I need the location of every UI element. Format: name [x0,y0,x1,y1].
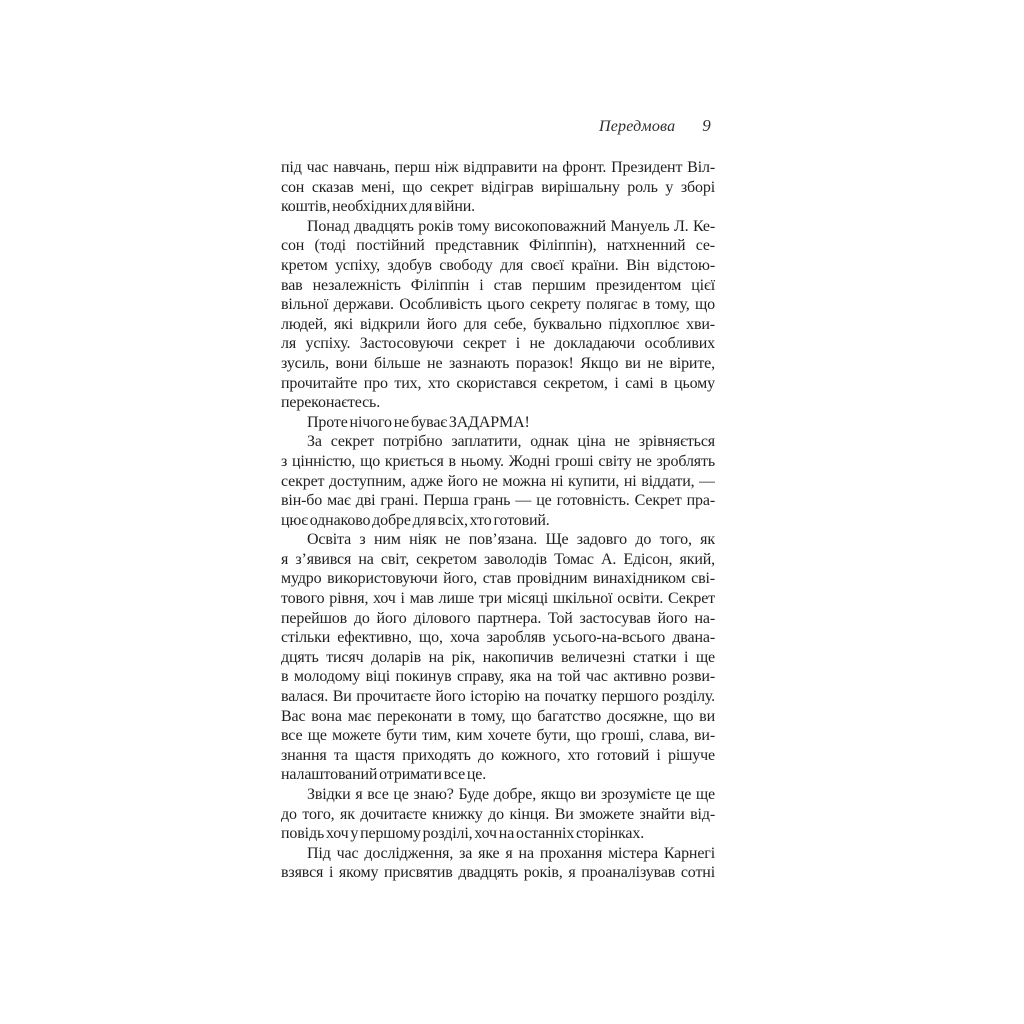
text-line: взявся і якому присвятив двадцять років, я проаналізував сотні [281,864,715,882]
page-number: 9 [702,116,711,135]
paragraph [281,530,715,785]
text-line: перейшов до його ділового партнера. Той застосував його на- [281,609,715,627]
text-line: вільної держави. Особливість цього секрету полягає в тому, що [281,296,715,314]
text-line: до того, як дочитаєте книжку до кінця. Ви зможете знайти від- [281,805,715,823]
paragraph [281,844,715,883]
text-line: прочитайте про тих, хто скористався секретом, і самі в цьому [281,374,715,392]
text-line: секрет доступним, адже його не можна ні купити, ні віддати, — [281,472,715,490]
text-block [281,158,715,883]
text-line: в молодому віці покинув справу, яка на той час активно розви- [281,668,715,686]
text-line: коштів, необхідних для війни. [281,198,476,216]
text-line: він-бо має дві грані. Перша грань — це готовність. Секрет пра- [281,492,715,510]
text-line: Під час дослідження, за яке я на прохання містера Карнегі [307,844,715,862]
text-line: Освіта з ним ніяк не пов’язана. Ще задовго до того, як [307,531,715,549]
paragraph [281,432,715,530]
text-line: тового рівня, хоч і мав лише три місяці шкільної освіти. Секрет [281,590,715,608]
running-header [281,116,711,136]
text-line: вав незалежність Філіппін і став першим президентом цієї [281,276,715,294]
text-line: переконаєтесь. [281,394,381,412]
text-line: Проте нічого не буває ЗАДАРМА! [307,413,530,431]
paragraph [281,158,715,217]
text-line: дцять тисяч доларів на рік, накопичив величезні статки і ще [281,648,715,666]
text-line: сон сказав мені, що секрет відіграв вирішальну роль у зборі [281,178,715,196]
text-line: сон (тоді постійний представник Філіппін), натхненний се- [281,237,715,255]
text-line: цює однаково добре для всіх, хто готовий. [281,511,550,529]
text-line: ля успіху. Застосовуючи секрет і не докладаючи особливих [281,335,715,353]
chapter-title: Передмова [598,118,676,135]
text-line: з цінністю, що криється в ньому. Жодні гроші світу не зроблять [281,452,715,470]
text-line: під час навчань, перш ніж відправити на фронт. Президент Віл- [281,159,715,176]
text-line: мудро використовуючи його, став провідним винахідником сві- [281,570,715,588]
text-line: Вас вона має переконати в тому, що багатство досяжне, що ви [281,707,715,725]
text-line: налаштований отримати все це. [281,766,487,784]
text-line: знання та щастя приходять до кожного, хто готовий і рішуче [281,746,715,764]
text-line: Звідки я все це знаю? Буде добре, якщо ви зрозумієте це ще [307,786,715,803]
text-line: я з’явився на світ, секретом заволодів Томас А. Едісон, який, [281,550,715,568]
text-line: повідь хоч у першому розділі, хоч на останніх сторінках. [281,825,645,843]
text-line: зусиль, вони більше не зазнають поразок! Якщо ви не вірите, [281,354,715,372]
paragraph [281,785,715,844]
text-line: все ще можете бути тим, ким хочете бути, що гроші, слава, ви- [281,727,715,745]
paragraph [281,413,715,433]
text-line: валася. Ви прочитаєте його історію на початку першого розділу. [281,688,715,706]
text-line: людей, які відкрили його для себе, буквально підхоплює хви- [281,315,715,333]
text-line: За секрет потрібно заплатити, однак ціна не зрівняється [307,433,715,451]
text-line: стільки ефективно, що, хоча заробляв усього-на-всього двана- [281,629,715,647]
paragraph [281,217,715,413]
text-line: Понад двадцять років тому високоповажний Мануель Л. Ке- [307,217,715,235]
text-line: кретом успіху, здобув свободу для своєї країни. Він відстою- [281,256,715,274]
